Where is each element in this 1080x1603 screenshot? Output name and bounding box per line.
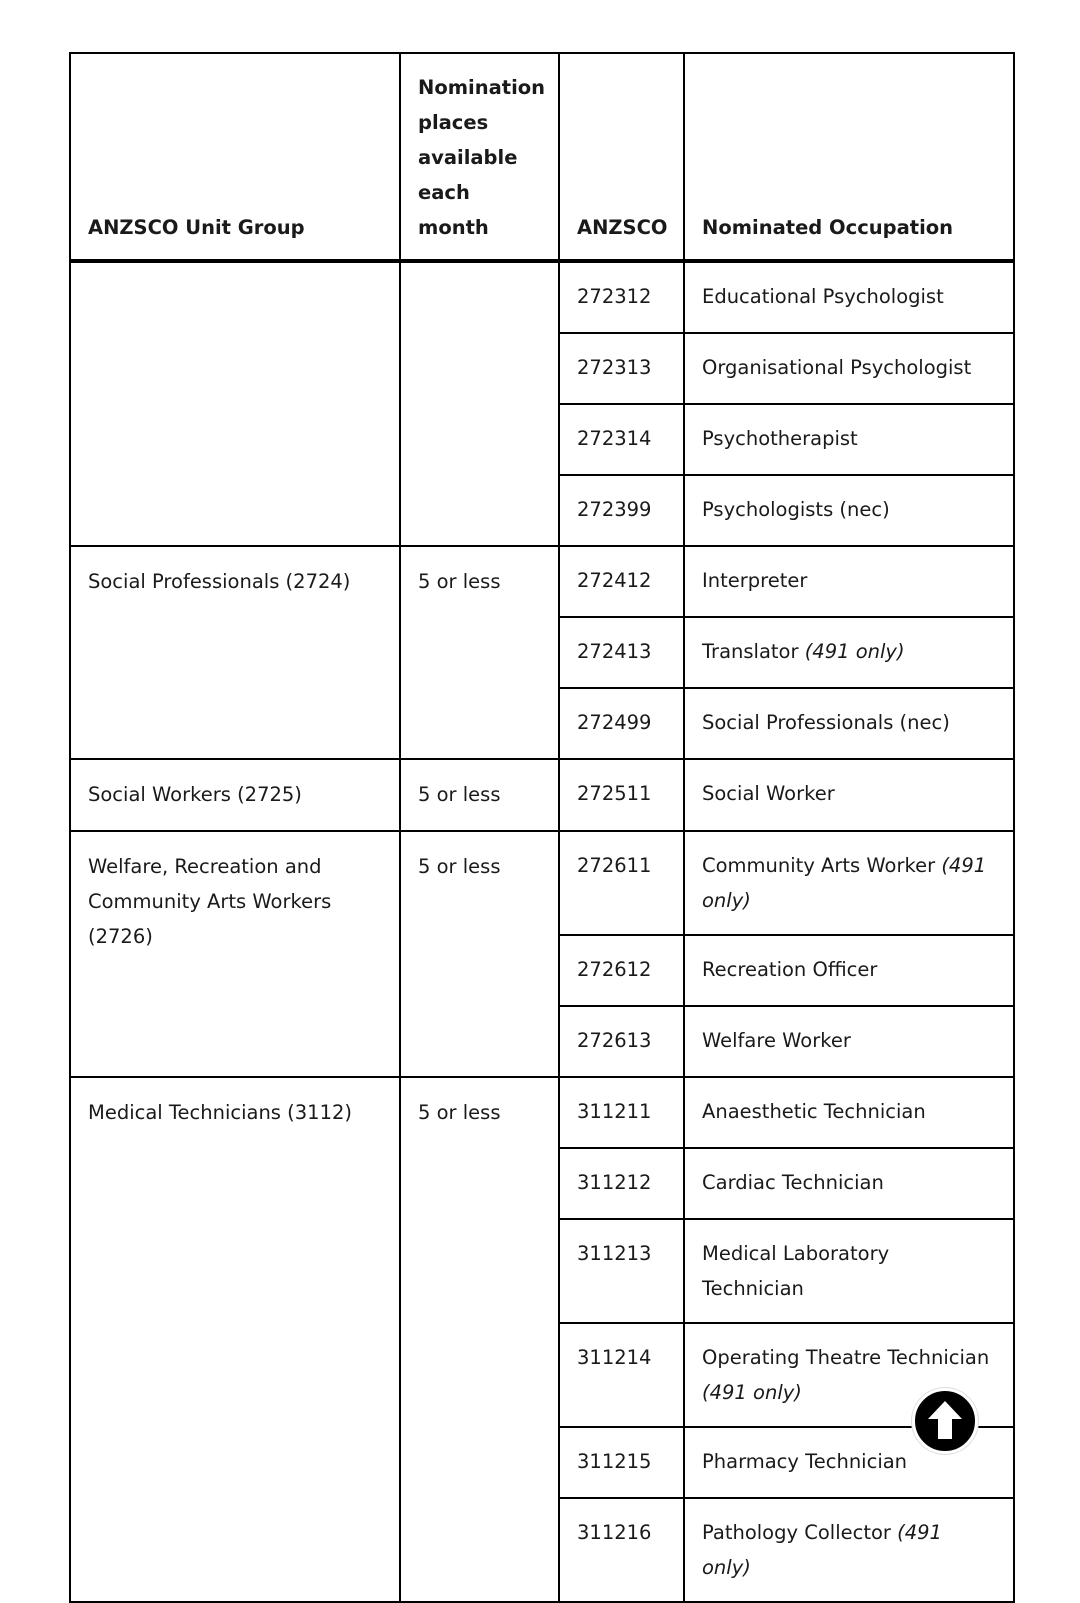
occupation-table [69,52,1015,1603]
anzsco-code: 272312 [559,261,684,333]
arrow-up-circle-icon [915,1391,975,1451]
occupation-table-container [69,52,1013,1603]
anzsco-code: 272413 [559,617,684,688]
occupation-name: Cardiac Technician [684,1148,1014,1219]
occupation-label: Community Arts Worker [702,854,936,877]
restriction-note: (491 only) [702,1381,802,1404]
occupation-name: Social Worker [684,759,1014,831]
occupation-name: Psychologists (nec) [684,475,1014,546]
occupation-name: Medical Laboratory Technician [684,1219,1014,1323]
anzsco-code: 311213 [559,1219,684,1323]
occupation-name [684,831,1014,935]
anzsco-code: 272314 [559,404,684,475]
occupation-name: Interpreter [684,546,1014,617]
anzsco-code: 311216 [559,1498,684,1602]
occupation-label: Operating Theatre Technician [702,1346,990,1369]
table-row [70,546,1014,617]
occupation-label: Translator [702,640,799,663]
table-row [70,1077,1014,1148]
anzsco-code: 272399 [559,475,684,546]
header-row [70,53,1014,261]
places-cell: 5 or less [400,546,559,759]
anzsco-code: 311215 [559,1427,684,1498]
anzsco-code: 272499 [559,688,684,759]
unit-group-cell [70,261,400,546]
unit-group-cell: Medical Technicians (3112) [70,1077,400,1602]
anzsco-code: 272412 [559,546,684,617]
anzsco-code: 272612 [559,935,684,1006]
occupation-name: Social Professionals (nec) [684,688,1014,759]
header-unit-group: ANZSCO Unit Group [70,53,400,261]
table-row [70,261,1014,333]
unit-group-cell: Welfare, Recreation and Community Arts Workers (2726) [70,831,400,1077]
anzsco-code: 311214 [559,1323,684,1427]
occupation-name: Organisational Psychologist [684,333,1014,404]
scroll-to-top-button[interactable] [912,1388,978,1454]
places-cell: 5 or less [400,759,559,831]
occupation-name: Anaesthetic Technician [684,1077,1014,1148]
header-places: Nomination places available each month [400,53,559,261]
occupation-name: Recreation Officer [684,935,1014,1006]
unit-group-cell: Social Workers (2725) [70,759,400,831]
anzsco-code: 272313 [559,333,684,404]
restriction-note: (491 only) [702,1521,942,1579]
table-row [70,759,1014,831]
table-row [70,831,1014,935]
header-occupation: Nominated Occupation [684,53,1014,261]
occupation-name [684,617,1014,688]
occupation-name: Pharmacy Technician [684,1427,1014,1498]
restriction-note: (491 only) [702,854,987,912]
occupation-name: Psychotherapist [684,404,1014,475]
anzsco-code: 311212 [559,1148,684,1219]
occupation-name: Educational Psychologist [684,261,1014,333]
places-cell: 5 or less [400,1077,559,1602]
restriction-note: (491 only) [804,640,905,663]
occupation-name [684,1498,1014,1602]
places-cell [400,261,559,546]
header-anzsco: ANZSCO [559,53,684,261]
places-cell: 5 or less [400,831,559,1077]
anzsco-code: 272613 [559,1006,684,1077]
anzsco-code: 272611 [559,831,684,935]
anzsco-code: 311211 [559,1077,684,1148]
unit-group-cell: Social Professionals (2724) [70,546,400,759]
occupation-name: Welfare Worker [684,1006,1014,1077]
occupation-label: Pathology Collector [702,1521,891,1544]
anzsco-code: 272511 [559,759,684,831]
